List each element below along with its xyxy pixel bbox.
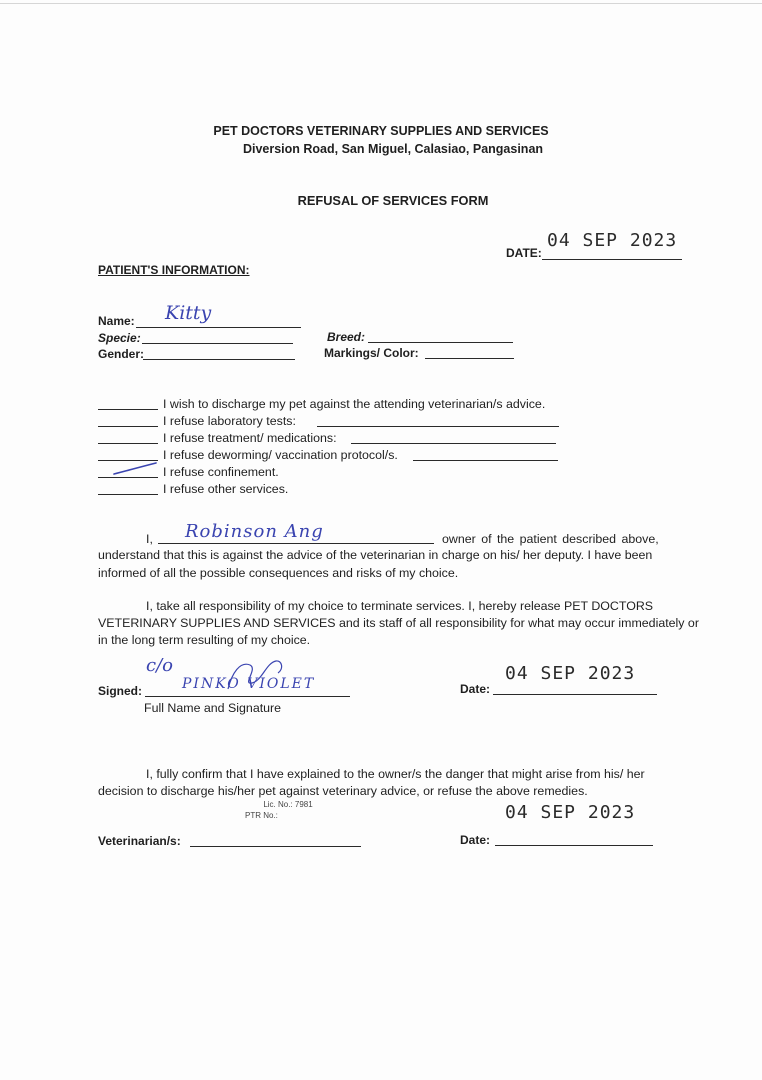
care-of-handwritten: c/o <box>146 655 173 676</box>
markings-line <box>425 358 514 359</box>
option-5-blank[interactable] <box>98 477 158 478</box>
statement-line1-rest: owner of the patient described above, <box>442 532 659 546</box>
gender-label: Gender: <box>98 347 145 361</box>
responsibility-line2: VETERINARY SUPPLIES AND SERVICES and its staff of all responsibility for what may occur immediately or <box>98 616 699 630</box>
company-name: PET DOCTORS VETERINARY SUPPLIES AND SERVICES <box>213 124 549 138</box>
option-2-blank[interactable] <box>98 426 158 427</box>
owner-name-handwritten: Robinson Ang <box>185 521 324 542</box>
date-label: DATE: <box>506 246 542 260</box>
vet-stamp-license: Lic. No.: 7981 <box>263 800 313 809</box>
option-1-blank[interactable] <box>98 409 158 410</box>
vet-stamp-ptr: PTR No.: <box>245 811 278 820</box>
breed-line <box>368 342 513 343</box>
option-2-detail-line <box>317 426 559 427</box>
name-value: Kitty <box>165 302 212 324</box>
vet-date-stamp: 04 SEP 2023 <box>505 802 636 823</box>
statement-line3: informed of all the possible consequences and risks of my choice. <box>98 566 459 580</box>
statement-line2: understand that this is against the advice of the veterinarian in charge on his/ her deputy. I have been <box>98 548 653 562</box>
specie-line <box>142 343 293 344</box>
signature-scribble-icon <box>222 655 292 695</box>
responsibility-line1: I, take all responsibility of my choice to terminate services. I, hereby release PET DOCTORS <box>146 599 654 613</box>
vet-date-line <box>495 845 653 846</box>
scan-top-edge <box>0 3 762 4</box>
gender-line <box>143 359 295 360</box>
option-2-text: I refuse laboratory tests: <box>163 414 296 428</box>
option-5-text: I refuse confinement. <box>163 465 279 479</box>
markings-label: Markings/ Color: <box>324 346 419 360</box>
confirmation-line1: I, fully confirm that I have explained to the owner/s the danger that might arise from his/ her <box>146 767 645 781</box>
owner-signature: PINKO VIOLET <box>182 676 316 692</box>
specie-label: Specie: <box>98 331 141 345</box>
veterinarian-line <box>190 846 361 847</box>
company-address: Diversion Road, San Miguel, Calasiao, Pangasinan <box>242 142 544 156</box>
name-line <box>136 327 301 328</box>
date-line <box>542 259 682 260</box>
signature-line <box>145 696 350 697</box>
option-1-text: I wish to discharge my pet against the attending veterinarian/s advice. <box>163 397 546 411</box>
signed-date-line <box>493 694 657 695</box>
confirmation-line2: decision to discharge his/her pet against veterinary advice, or refuse the above remedies. <box>98 784 588 798</box>
option-6-text: I refuse other services. <box>163 482 289 496</box>
checkmark-icon <box>112 461 160 477</box>
signed-date-label: Date: <box>460 682 491 696</box>
option-4-detail-line <box>413 460 558 461</box>
option-3-detail-line <box>351 443 556 444</box>
option-4-text: I refuse deworming/ vaccination protocol/s. <box>163 448 398 462</box>
patient-info-heading: PATIENT'S INFORMATION: <box>98 263 250 277</box>
veterinarian-label: Veterinarian/s: <box>98 834 181 848</box>
signed-date-stamp: 04 SEP 2023 <box>505 663 636 684</box>
vet-date-label: Date: <box>460 833 491 847</box>
signature-caption: Full Name and Signature <box>144 701 282 715</box>
owner-name-line <box>158 543 434 544</box>
option-3-blank[interactable] <box>98 443 158 444</box>
name-label: Name: <box>98 314 135 328</box>
vet-stamp <box>233 799 343 821</box>
option-6-blank[interactable] <box>98 494 158 495</box>
form-title: REFUSAL OF SERVICES FORM <box>297 193 489 208</box>
option-3-text: I refuse treatment/ medications: <box>163 431 337 445</box>
responsibility-line3: in the long term resulting of my choice. <box>98 633 311 647</box>
statement-i: I, <box>146 532 153 546</box>
signed-label: Signed: <box>98 684 142 698</box>
date-stamp: 04 SEP 2023 <box>547 230 678 251</box>
breed-label: Breed: <box>327 330 366 344</box>
